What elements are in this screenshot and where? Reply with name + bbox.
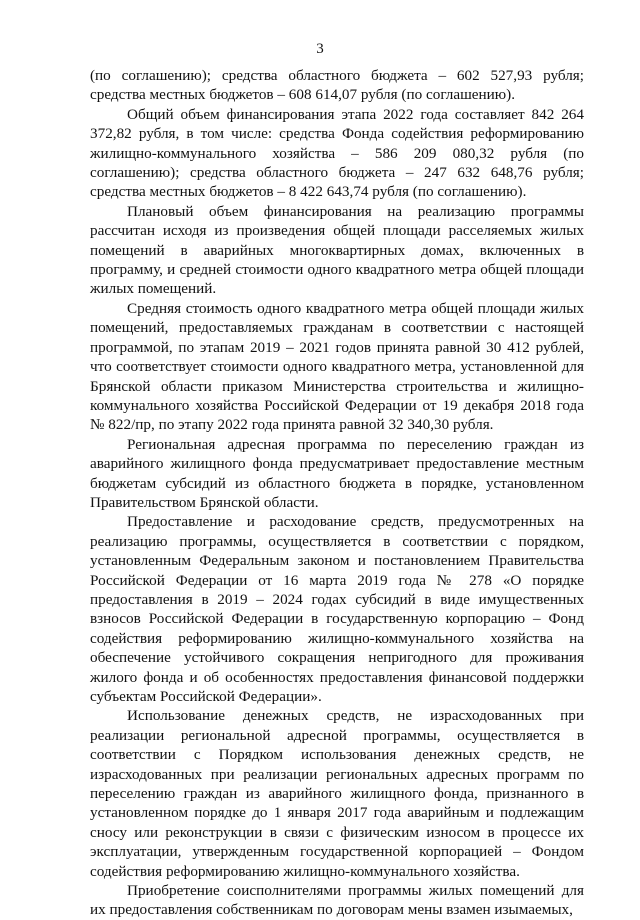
paragraph-subsidies: Региональная адресная программа по переселению граждан из аварийного жилищного фонда предусматривает предоставление местным бюджетам субсидий из областного бюджета в порядке, установленном Правительством Брянской области. [90, 435, 584, 511]
paragraph-average-cost: Средняя стоимость одного квадратного метра общей площади жилых помещений, предоставляемых гражданам в соответствии с настоящей программой, по этапам 2019 – 2021 годов принята равной 30 412 рублей, что соответствует стоимости одного квадратного метра, установленной для Брянской области приказом Министерства строительства и жилищно-коммунального хозяйства Российской Федерации от 19 декабря 2018 года № 822/пр, по этапу 2022 года принята равной 32 340,30 рубля. [90, 299, 584, 434]
paragraph-planned-financing: Плановый объем финансирования на реализацию программы рассчитан исходя из произведения общей площади расселяемых жилых помещений в аварийных многоквартирных домах, включенных в программу, и средней стоимости одного квадратного метра общей площади жилых помещений. [90, 202, 584, 298]
paragraph-continuation: (по соглашению); средства областного бюджета – 602 527,93 рубля; средства местных бюджетов – 608 614,07 рубля (по соглашению). [90, 67, 584, 104]
paragraph-acquisition: Приобретение соисполнителями программы жилых помещений для их предоставления собственникам по договорам мены взамен изымаемых, [90, 882, 584, 919]
document-body [90, 66, 584, 920]
paragraph-stage-2022-financing: Общий объем финансирования этапа 2022 года составляет 842 264 372,82 рубля, в том числе: средства Фонда содействия реформированию жилищно-коммунального хозяйства – 586 209 080,32 рубля (по соглашению); средства областного бюджета – 247 632 648,76 рубля; средства местных бюджетов – 8 422 643,74 рубля (по соглашению). [90, 105, 584, 201]
paragraph-unspent-funds: Использование денежных средств, не израсходованных при реализации региональной адресной программы, осуществляется в соответствии с Порядком использования денежных средств, не израсходованных при реализации региональных адресных программ по переселению граждан из аварийного жилищного фонда, признанного в установленном порядке до 1 января 2017 года аварийным и подлежащим сносу или реконструкции в связи с физическим износом в процессе их эксплуатации, утвержденным государственной корпорацией – Фондом содействия реформированию жилищно-коммунального хозяйства. [90, 707, 584, 880]
page-number: 3 [316, 41, 324, 57]
paragraph-provision-of-funds: Предоставление и расходование средств, предусмотренных на реализацию программы, осуществляется в соответствии с порядком, установленным Федеральным законом и постановлением Правительства Российской Федерации от 16 марта 2019 года № 278 «О порядке предоставления в 2019 – 2024 годах субсидий в виде имущественных взносов Российской Федерации в государственную корпорацию – Фонд содействия реформированию жилищно-коммунального хозяйства на обеспечение устойчивого сокращения непригодного для проживания жилого фонда и об особенностях предоставления финансовой поддержки субъектам Российской Федерации». [90, 513, 584, 705]
